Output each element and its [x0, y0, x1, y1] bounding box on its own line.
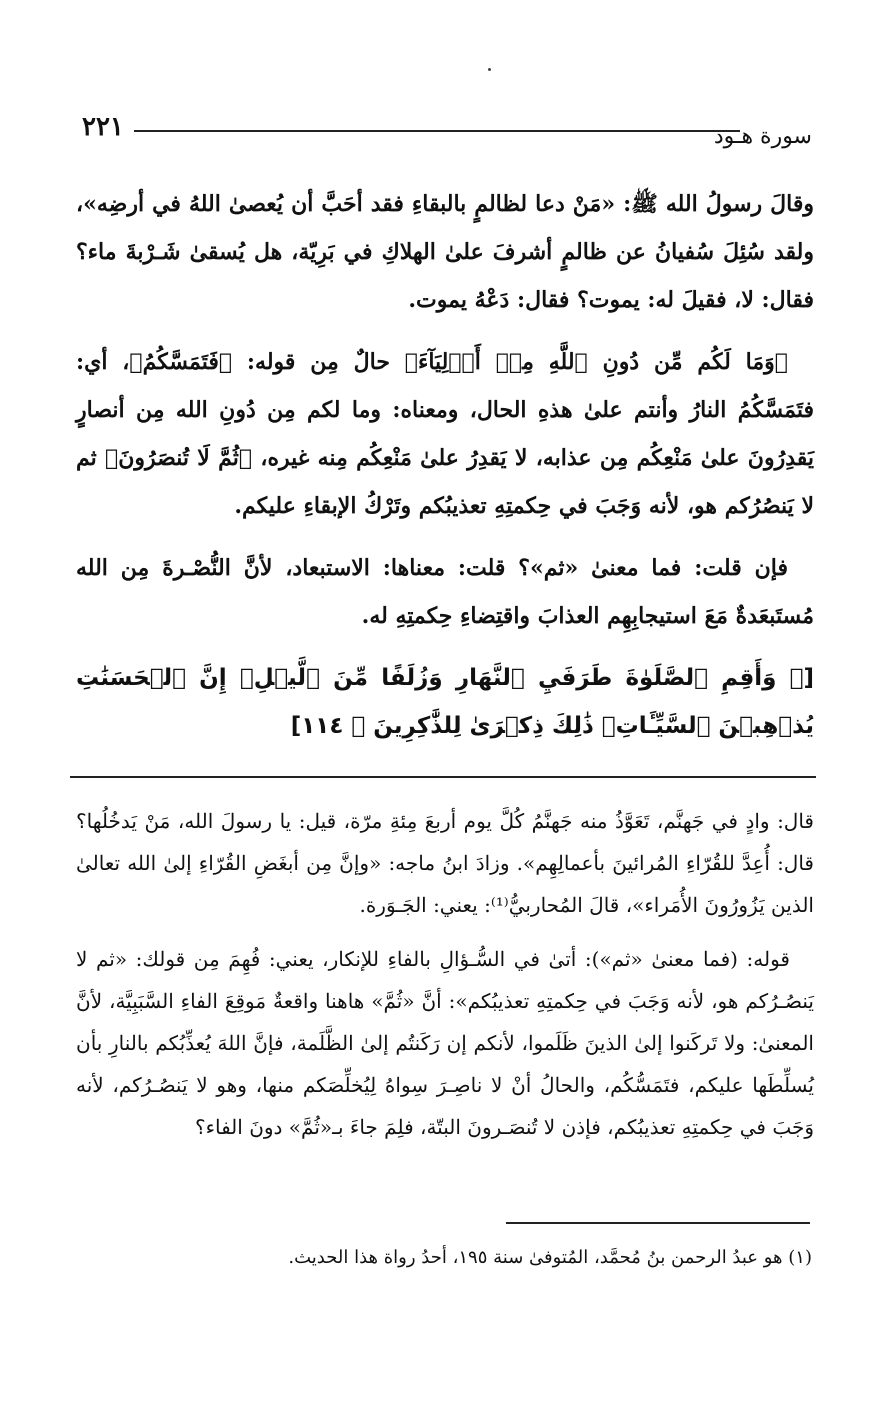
page-number: ٢٢١	[82, 112, 124, 142]
commentary-text	[76, 800, 814, 1160]
section-divider	[70, 776, 816, 778]
commentary-paragraph: قال: وادٍ في جَهنَّم، تَعَوَّذُ منه جَهنَّمُ كُلَّ يوم أربعَ مِئةِ مرّة، قيل: يا رسولَ الله، مَنْ يَدخُلُها؟ قال: أُعِدَّ للقُرّاءِ المُرائينَ بأعمالِهِم». وزادَ ابنُ ماجه: «وإنَّ مِن أبغَضِ القُرّاءِ إلىٰ الله تعالىٰ الذين يَزُورُونَ الأُمَراء»، قالَ المُحاربيُّ⁽¹⁾: يعني: الجَـوَرة.	[76, 809, 814, 917]
footnote-divider	[506, 1222, 810, 1224]
commentary-paragraph: قوله: (فما معنىٰ «ثم»): أتىٰ في السُّـؤالِ بالفاءِ للإنكار، يعني: فُهِمَ مِن قولك: «ثم لا يَنصُـرُكم هو، لأنه وَجَبَ في حِكمتِهِ تعذيبُكم»: أنَّ «ثُمَّ» هاهنا واقعةٌ مَوقِعَ الفاءِ السَّبَبِيَّة، لأنَّ المعنىٰ: ولا تَركَنوا إلىٰ الذينَ ظَلَموا، لأنكم إن رَكَنتُم إلىٰ الظَّلَمة، فإنَّ اللهَ يُعذِّبُكم بالنارِ بأن يُسلِّطَها عليكم، فتَمَسُّكُم، والحالُ أنْ لا ناصِـرَ سِواهُ لِيُخلِّصَكم منها، وهو لا يَنصُـرُكم، لأنه وَجَبَ في حِكمتِهِ تعذيبُكم، فإذن لا تُنصَـرونَ البتّة، فلِمَ جاءَ بـ«ثُمَّ» دونَ الفاء؟	[76, 947, 814, 1139]
footnote: (١) هو عبدُ الرحمن بنُ مُحمَّد، المُتوفىٰ سنة ١٩٥، أحدُ رواة هذا الحديث.	[288, 1247, 812, 1268]
page-header	[72, 112, 812, 162]
page-speck	[488, 68, 491, 71]
main-paragraph: وقالَ رسولُ الله ﷺ: «مَنْ دعا لظالمٍ بالبقاءِ فقد أحَبَّ أن يُعصىٰ اللهُ في أرضِه»، ولقد سُئِلَ سُفيانُ عن ظالمٍ أشرفَ علىٰ الهلاكِ في بَرِيّة، هل يُسقىٰ شَـرْبةَ ماء؟ فقال: لا، فقيلَ له: يموت؟ فقال: دَعْهُ يموت.	[76, 191, 814, 313]
main-paragraph: ﴿وَمَا لَكُم مِّن دُونِ ٱللَّهِ مِنۡ أَوۡلِيَآءَ﴾ حالٌ مِن قوله: ﴿فَتَمَسَّكُمُ﴾، أي: فتَمَسَّكُمُ النارُ وأنتم علىٰ هذهِ الحال، ومعناه: وما لكم مِن دُونِ الله مِن أنصارٍ يَقدِرُونَ علىٰ مَنْعِكُم مِن عذابه، لا يَقدِرُ علىٰ مَنْعِكُم مِنه غيره، ﴿ثُمَّ لَا تُنصَرُونَ﴾ ثم لا يَنصُرُكم هو، لأنه وَجَبَ في حِكمتِهِ تعذيبُكم وتَرْكُ الإبقاءِ عليكم.	[76, 349, 814, 519]
quran-verse: [﴿ وَأَقِمِ ٱلصَّلَوٰةَ طَرَفَيِ ٱلنَّهَارِ وَزُلَفًا مِّنَ ٱلَّيۡلِۚ إِنَّ ٱلۡحَسَنَٰتِ يُذۡهِبۡنَ ٱلسَّيِّـَٔاتِۚ ذَٰلِكَ ذِكۡرَىٰ لِلذَّٰكِرِينَ ﴾ ١١٤]	[76, 665, 814, 739]
main-paragraph: فإن قلت: فما معنىٰ «ثم»؟ قلت: معناها: الاستبعاد، لأنَّ النُّصْـرةَ مِن الله مُستَبعَدةٌ مَعَ استيجابِهِم العذابَ واقتِضاءِ حِكمتِهِ له.	[76, 555, 814, 629]
surah-name: سورة هـود	[713, 124, 812, 149]
main-text	[76, 180, 814, 764]
header-rule	[134, 130, 740, 132]
